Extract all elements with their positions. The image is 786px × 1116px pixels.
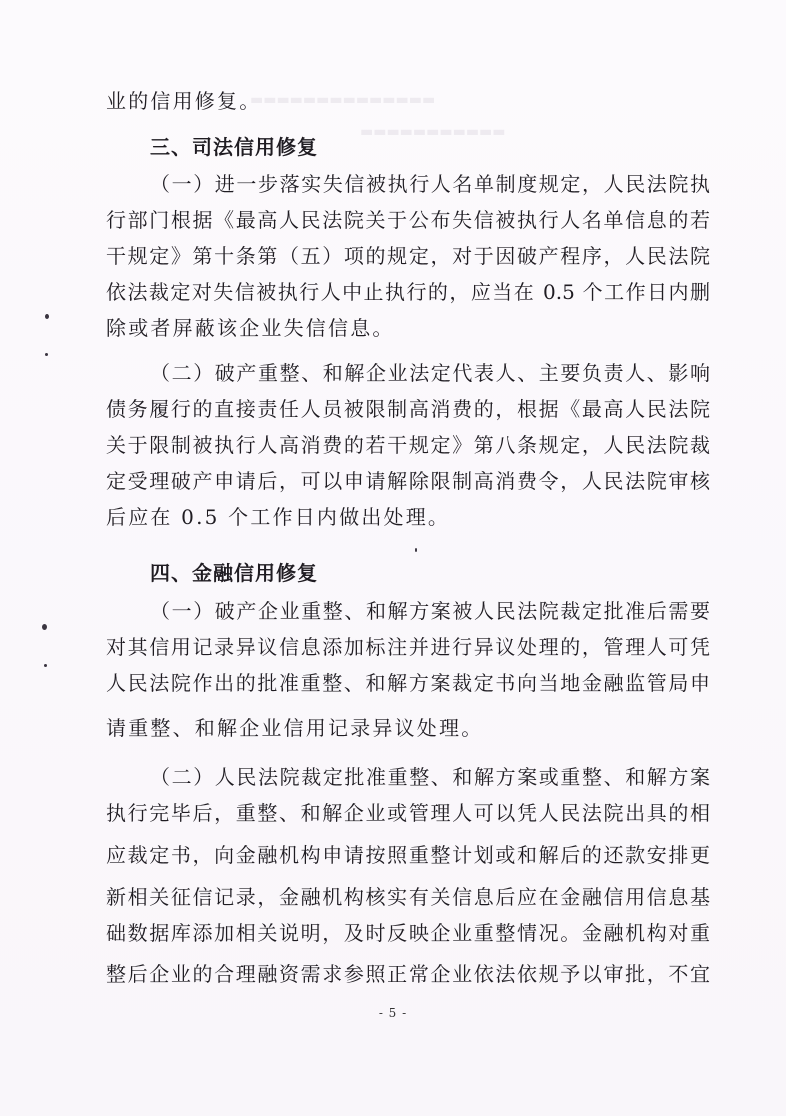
paragraph-line: 债务履行的直接责任人员被限制高消费的，根据《最高人民法院 xyxy=(106,397,710,421)
scan-speck xyxy=(415,548,417,552)
paragraph-line: 执行完毕后，重整、和解企业或管理人可以凭人民法院出具的相 xyxy=(106,801,710,825)
paragraph-line: 定受理破产申请后，可以申请解除限制高消费令，人民法院审核 xyxy=(106,469,710,493)
scan-speck xyxy=(42,624,47,630)
paragraph-line: 除或者屏蔽该企业失信信息。 xyxy=(106,316,395,340)
paragraph-line: （一）破产企业重整、和解方案被人民法院裁定批准后需要 xyxy=(150,599,710,623)
body-line: 业的信用修复。 xyxy=(106,89,262,113)
scan-speck xyxy=(45,314,49,319)
page-number: - 5 - xyxy=(378,1006,408,1020)
paragraph-line: 依法裁定对失信被执行人中止执行的，应当在 0.5 个工作日内删 xyxy=(106,280,710,304)
paragraph-line: 对其信用记录异议信息添加标注并进行异议处理的，管理人可凭 xyxy=(106,635,710,659)
paragraph-line: 干规定》第十条第（五）项的规定，对于因破产程序，人民法院 xyxy=(106,244,710,268)
paragraph-line: （一）进一步落实失信被执行人名单制度规定，人民法院执 xyxy=(150,172,710,196)
paragraph-line: 人民法院作出的批准重整、和解方案裁定书向当地金融监管局申 xyxy=(106,671,710,695)
bleed-through-trace: ▬▬▬▬▬▬▬▬▬▬▬▬▬▬ xyxy=(250,92,436,108)
scan-speck xyxy=(45,353,48,356)
paragraph-line: 整后企业的合理融资需求参照正常企业依法依规予以审批，不宜 xyxy=(106,962,710,986)
paragraph-line: 请重整、和解企业信用记录异议处理。 xyxy=(106,716,484,740)
paragraph-line: （二）人民法院裁定批准重整、和解方案或重整、和解方案 xyxy=(150,765,710,789)
paragraph-line: 新相关征信记录，金融机构核实有关信息后应在金融信用信息基 xyxy=(106,885,710,909)
section-heading-judicial-credit: 三、司法信用修复 xyxy=(150,135,318,159)
paragraph-line: 应裁定书，向金融机构申请按照重整计划或和解后的还款安排更 xyxy=(106,843,710,867)
paragraph-line: 础数据库添加相关说明，及时反映企业重整情况。金融机构对重 xyxy=(106,921,710,945)
paragraph-line: 后应在 0.5 个工作日内做出处理。 xyxy=(106,505,451,529)
bleed-through-trace: ▬▬▬▬▬▬▬▬▬▬▬ xyxy=(360,124,506,140)
section-heading-financial-credit: 四、金融信用修复 xyxy=(150,561,318,585)
paragraph-line: 行部门根据《最高人民法院关于公布失信被执行人名单信息的若 xyxy=(106,208,710,232)
scan-speck xyxy=(44,664,47,667)
paragraph-line: 关于限制被执行人高消费的若干规定》第八条规定，人民法院裁 xyxy=(106,433,710,457)
paragraph-line: （二）破产重整、和解企业法定代表人、主要负责人、影响 xyxy=(150,361,710,385)
